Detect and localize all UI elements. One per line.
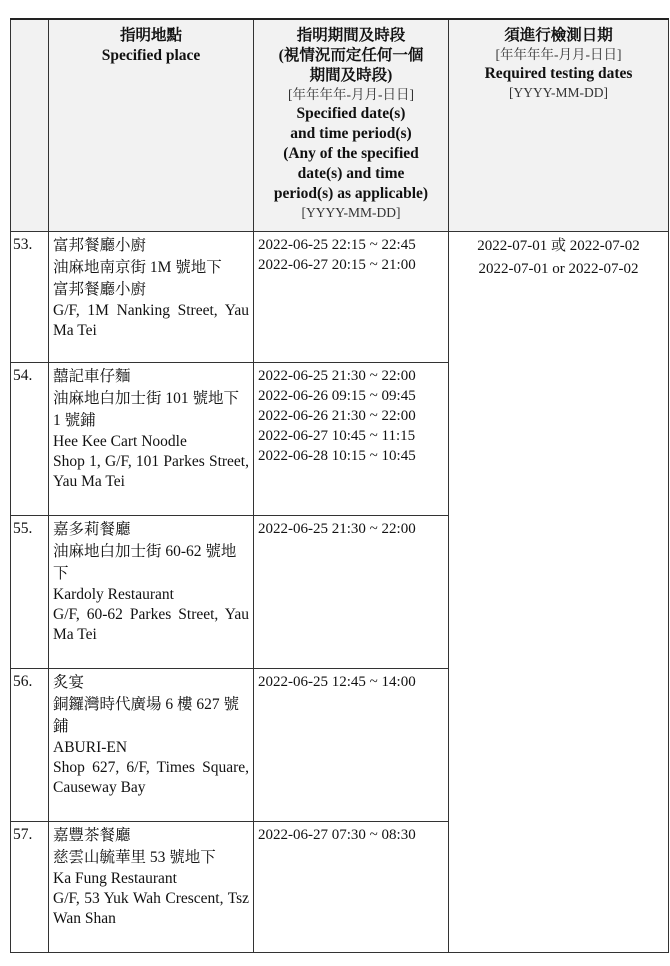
- header-period-format-en: [YYYY-MM-DD]: [301, 205, 401, 220]
- time-period: 2022-06-26 21:30 ~ 22:00: [258, 407, 416, 424]
- row-number-cell: [11, 821, 49, 952]
- header-place-en: Specified place: [101, 47, 201, 64]
- header-period-en-3: (Any of the specified: [283, 145, 419, 162]
- table-row: [11, 231, 669, 362]
- place-name-en: Ka Fung Restaurant: [53, 869, 177, 887]
- time-period: 2022-06-28 10:15 ~ 10:45: [258, 447, 416, 464]
- place-address-en: G/F, 1M Nanking Street, Yau Ma Tei: [53, 301, 249, 339]
- header-period-format-zh: [年年年年-月月-日日]: [288, 87, 414, 102]
- header-place-zh: 指明地點: [119, 27, 182, 44]
- row-number-cell: [11, 362, 49, 515]
- time-period: 2022-06-25 21:30 ~ 22:00: [258, 367, 416, 384]
- time-periods-cell: [254, 515, 449, 668]
- row-number: 57.: [13, 825, 33, 843]
- header-testing-zh: 須進行檢測日期: [504, 27, 613, 44]
- row-number: 55.: [13, 519, 33, 537]
- place-cell: [49, 362, 254, 515]
- place-name-zh: 炙宴: [53, 673, 85, 691]
- place-address-en: G/F, 60-62 Parkes Street, Yau Ma Tei: [53, 605, 249, 643]
- time-period: 2022-06-26 09:15 ~ 09:45: [258, 387, 416, 404]
- place-address-en: Shop 627, 6/F, Times Square, Causeway Bay: [53, 758, 249, 796]
- header-testing-format-en: [YYYY-MM-DD]: [509, 85, 608, 100]
- testing-dates-en: 2022-07-01 or 2022-07-02: [478, 260, 639, 277]
- place-name-zh: 富邦餐廳小廚: [53, 236, 147, 254]
- row-number-cell: [11, 668, 49, 821]
- place-address-zh: 油麻地白加士街 101 號地下 1 號鋪: [53, 389, 240, 429]
- header-period-en-4: date(s) and time: [297, 165, 405, 182]
- time-period: 2022-06-27 20:15 ~ 21:00: [258, 256, 416, 273]
- time-period: 2022-06-25 12:45 ~ 14:00: [258, 673, 416, 690]
- header-period-zh-1: 指明期間及時段: [296, 27, 406, 44]
- header-period-cell: [254, 19, 449, 231]
- place-address-en: Shop 1, G/F, 101 Parkes Street, Yau Ma Tei: [53, 452, 249, 490]
- header-testing-en: Required testing dates: [484, 65, 633, 82]
- place-address-en: G/F, 53 Yuk Wah Crescent, Tsz Wan Shan: [53, 889, 249, 927]
- place-name-zh: 嘉豐茶餐廳: [53, 826, 131, 844]
- time-periods-cell: [254, 668, 449, 821]
- header-period-zh-2: (視情況而定任何一個: [278, 47, 424, 64]
- time-periods-cell: [254, 231, 449, 362]
- table-header-row: [11, 19, 669, 231]
- place-name-en: Kardoly Restaurant: [53, 585, 174, 603]
- place-name-zh-repeat: 富邦餐廳小廚: [53, 280, 147, 298]
- time-period: 2022-06-27 10:45 ~ 11:15: [258, 427, 416, 444]
- time-periods-cell: [254, 821, 449, 952]
- header-testing-format-zh: [年年年年-月月-日日]: [495, 47, 622, 62]
- time-periods-cell: [254, 362, 449, 515]
- row-number: 54.: [13, 366, 33, 384]
- place-address-zh: 銅鑼灣時代廣場 6 樓 627 號鋪: [53, 695, 240, 735]
- place-name-zh: 嘉多莉餐廳: [53, 520, 131, 538]
- header-place-cell: [49, 19, 254, 231]
- place-cell: [49, 231, 254, 362]
- header-period-en-5: period(s) as applicable): [273, 185, 429, 202]
- place-address-zh: 油麻地南京街 1M 號地下: [53, 258, 222, 276]
- row-number: 56.: [13, 672, 33, 690]
- time-period: 2022-06-25 21:30 ~ 22:00: [258, 520, 416, 537]
- row-number-cell: [11, 515, 49, 668]
- header-period-zh-3: 期間及時段): [309, 67, 393, 84]
- time-period: 2022-06-27 07:30 ~ 08:30: [258, 826, 416, 843]
- row-number-cell: [11, 231, 49, 362]
- header-period-en-1: Specified date(s): [296, 105, 406, 122]
- header-period-en-2: and time period(s): [290, 125, 412, 142]
- header-testing-cell: [449, 19, 669, 231]
- place-cell: [49, 821, 254, 952]
- header-number-cell: [11, 19, 49, 231]
- place-address-zh: 慈雲山毓華里 53 號地下: [53, 848, 216, 866]
- place-name-en: ABURI-EN: [53, 738, 128, 756]
- place-name-en: Hee Kee Cart Noodle: [53, 432, 187, 450]
- place-cell: [49, 668, 254, 821]
- place-cell: [49, 515, 254, 668]
- testing-dates-zh: 2022-07-01 或 2022-07-02: [477, 237, 640, 254]
- place-name-zh: 囍記車仔麵: [53, 367, 131, 385]
- place-address-zh: 油麻地白加士街 60-62 號地下: [53, 542, 237, 582]
- specified-places-table: [10, 18, 669, 953]
- testing-dates-cell: [449, 231, 669, 952]
- time-period: 2022-06-25 22:15 ~ 22:45: [258, 236, 416, 253]
- row-number: 53.: [13, 235, 33, 253]
